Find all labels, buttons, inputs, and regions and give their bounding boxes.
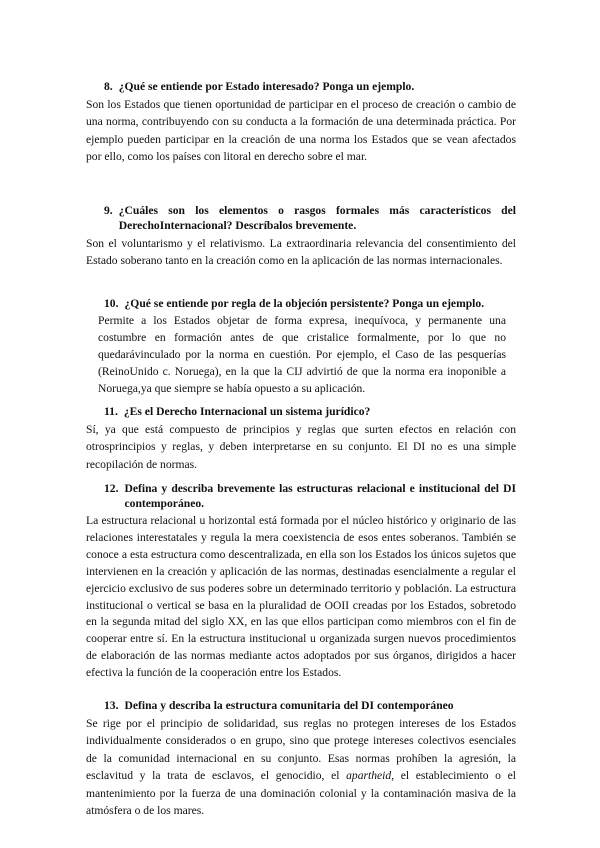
question-9-title: ¿Cuáles son los elementos o rasgos formales más característicos del DerechoInternacional? Descríbalos brevemente. [118,204,516,232]
question-8-heading [86,79,516,94]
question-9-answer: Son el voluntarismo y el relativismo. La extraordinaria relevancia del consentimiento del Estado soberano tanto en la creación como en la aplicación de las normas internacionales. [86,237,516,268]
question-11-answer: Sí, ya que está compuesto de principios y reglas que surten efectos en relación con otrosprincipios y reglas, y deben interpretarse en su conjunto. El DI no es una simple recopilación de normas. [86,423,516,471]
question-11 [86,404,516,473]
question-12-number: 12. [104,482,119,495]
question-12 [86,481,516,682]
question-10-heading [86,296,516,311]
question-12-title: Defina y describa brevemente las estructuras relacional e institucional del DI contemporáneo. [124,482,516,510]
question-9-heading [86,203,516,233]
question-10-number: 10. [104,297,119,310]
question-13-heading [86,698,516,713]
question-13-answer-part-1: Se rige por el principio de solidaridad, sus reglas no protegen intereses de los Estados individualmente considerados o en grupo, sino que protege intereses colectivos esenciales de la comunidad internacional en su conjunto. Esas normas prohíben la agresión, la esclavitud y la trata de esclavos, el genocidio, el [86,717,516,783]
question-11-heading [86,404,516,419]
question-13-answer-part-2: , el establecimiento o el mantenimiento por la fuerza de una dominación colonial y la contaminación masiva de la atmósfera o de los mares. [86,769,516,818]
question-13-answer [86,715,516,819]
question-11-number: 11. [104,405,118,418]
question-10-title: ¿Qué se entiende por regla de la objeción persistente? Ponga un ejemplo. [124,297,485,310]
question-8-title: ¿Qué se entiende por Estado interesado? Ponga un ejemplo. [118,80,415,93]
question-11-title: ¿Es el Derecho Internacional un sistema jurídico? [123,405,371,418]
question-9 [86,203,516,270]
question-10-answer: Permite a los Estados objetar de forma expresa, inequívoca, y permanente una costumbre en formación antes de que cristalice formalmente, por lo que no quedarávinculado por la norma en cuestión. Por ejemplo, el Caso de las pesquerías (ReinoUnido c. Noruega), en la que la CIJ advirtió de que la norma era inoponible a Noruega,ya que siempre se había opuesto a su aplicación. [98,314,506,395]
question-13-number: 13. [104,699,119,712]
question-8-number: 8. [104,80,113,93]
question-12-answer: La estructura relacional u horizontal está formada por el núcleo histórico y originario de las relaciones interestatales y regula la mera coexistencia de esos entes soberanos. También se conoce a esta estructura como descentralizada, en ella son los Estados los únicos sujetos que intervienen en la creación y aplicación de las normas, destinadas esencialmente a regular el ejercicio exclusivo de sus poderes sobre un determinado territorio y población. La estructura institucional o vertical se basa en la pluralidad de OOII creadas por los Estados, sobretodo en la segunda mitad del siglo XX, en las que ellos participan como miembros con el fin de cooperar entre sí. En la estructura institucional u organizada surgen nuevos procedimientos de elaboración de las normas mediante actos adoptados por sus órganos, dirigidos a hacer efectiva la función de la cooperación entre los Estados. [86,514,516,680]
question-13 [86,698,516,819]
question-8 [86,79,516,166]
question-13-title: Defina y describa la estructura comunitaria del DI contemporáneo [124,699,454,712]
question-10 [86,296,516,398]
question-12-heading [86,481,516,511]
question-8-answer: Son los Estados que tienen oportunidad de participar en el proceso de creación o cambio de una norma, contribuyendo con su conducta a la formación de una determinada práctica. Por ejemplo pueden participar en la creación de una norma los Estados que se vean afectados por ello, como los países con litoral en derecho sobre el mar. [86,98,516,164]
question-9-number: 9. [104,204,113,217]
question-13-answer-italic: apartheid [346,769,392,783]
